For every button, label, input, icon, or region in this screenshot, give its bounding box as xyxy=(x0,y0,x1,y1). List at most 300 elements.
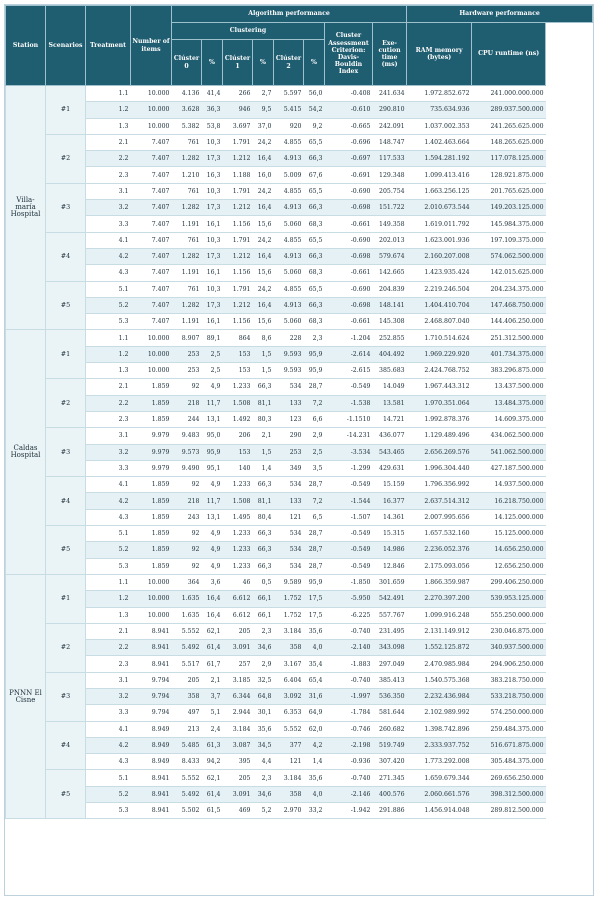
table-row xyxy=(6,232,593,248)
cluster-2-pct-cell: 35,4 xyxy=(304,656,325,672)
cluster-2-pct-cell: 95,9 xyxy=(304,346,325,362)
cluster-1-cell: 1.791 xyxy=(223,232,253,248)
number-of-items-cell: 10.000 xyxy=(131,346,172,362)
cluster-0-cell: 5.485 xyxy=(172,737,202,753)
number-of-items-cell: 8.941 xyxy=(131,656,172,672)
cluster-0-cell: 5.517 xyxy=(172,656,202,672)
cpu-runtime-cell: 147.468.750.000 xyxy=(472,297,546,313)
cpu-runtime-cell: 251.312.500.000 xyxy=(472,330,546,346)
execution-time-cell: 205.754 xyxy=(373,183,407,199)
cluster-0-pct-cell: 4,9 xyxy=(202,379,223,395)
execution-time-cell: 13.581 xyxy=(373,395,407,411)
cpu-runtime-cell: 201.765.625.000 xyxy=(472,183,546,199)
cluster-0-pct-cell: 62,1 xyxy=(202,770,223,786)
davis-bouldin-index-cell: -0.698 xyxy=(325,248,373,264)
davis-bouldin-index-cell: -1.204 xyxy=(325,330,373,346)
cluster-0-pct-cell: 95,9 xyxy=(202,444,223,460)
cluster-1-pct-cell: 81,1 xyxy=(253,493,274,509)
station-name: PNNN El Cisne xyxy=(6,574,46,818)
treatment-cell: 5.1 xyxy=(86,770,131,786)
treatment-cell: 4.1 xyxy=(86,477,131,493)
davis-bouldin-index-cell: -0.690 xyxy=(325,232,373,248)
cpu-runtime-cell: 142.015.625.000 xyxy=(472,265,546,281)
number-of-items-cell: 1.859 xyxy=(131,379,172,395)
cpu-runtime-cell: 294.906.250.000 xyxy=(472,656,546,672)
cluster-0-pct-cell: 17,3 xyxy=(202,297,223,313)
table-row xyxy=(6,558,593,574)
cluster-1-cell: 395 xyxy=(223,754,253,770)
cluster-2-cell: 5.009 xyxy=(274,167,304,183)
davis-bouldin-index-cell: -0.696 xyxy=(325,134,373,150)
cluster-2-pct-cell: 28,7 xyxy=(304,542,325,558)
ram-memory-cell: 1.594.281.192 xyxy=(407,151,472,167)
cluster-2-pct-cell: 7,2 xyxy=(304,395,325,411)
execution-time-cell: 242.091 xyxy=(373,118,407,134)
table-row xyxy=(6,102,593,118)
table-row xyxy=(6,493,593,509)
ram-memory-cell: 1.996.304.440 xyxy=(407,460,472,476)
execution-time-cell: 343.098 xyxy=(373,640,407,656)
execution-time-cell: 557.767 xyxy=(373,607,407,623)
cluster-2-cell: 1.752 xyxy=(274,591,304,607)
treatment-cell: 5.3 xyxy=(86,314,131,330)
table-row xyxy=(6,86,593,102)
table-row xyxy=(6,428,593,444)
header-station: Station xyxy=(6,6,46,86)
cluster-1-cell: 1.212 xyxy=(223,297,253,313)
cluster-0-pct-cell: 17,3 xyxy=(202,248,223,264)
cluster-2-pct-cell: 65,5 xyxy=(304,232,325,248)
treatment-cell: 1.2 xyxy=(86,591,131,607)
cluster-2-cell: 4.855 xyxy=(274,183,304,199)
cluster-1-pct-cell: 34,6 xyxy=(253,640,274,656)
cpu-runtime-cell: 144.406.250.000 xyxy=(472,314,546,330)
execution-time-cell: 148.141 xyxy=(373,297,407,313)
table-row xyxy=(6,297,593,313)
cluster-2-pct-cell: 2,3 xyxy=(304,330,325,346)
cluster-0-pct-cell: 11,7 xyxy=(202,395,223,411)
cluster-1-cell: 469 xyxy=(223,803,253,819)
cluster-0-pct-cell: 16,4 xyxy=(202,607,223,623)
table-row xyxy=(6,672,593,688)
treatment-cell: 1.3 xyxy=(86,363,131,379)
treatment-cell: 3.3 xyxy=(86,460,131,476)
cluster-2-cell: 290 xyxy=(274,428,304,444)
number-of-items-cell: 8.941 xyxy=(131,786,172,802)
cpu-runtime-cell: 148.265.625.000 xyxy=(472,134,546,150)
scenario-label: #2 xyxy=(46,379,86,428)
header-cpu-runtime: CPU runtime (ns) xyxy=(472,23,546,86)
davis-bouldin-index-cell: -0.661 xyxy=(325,216,373,232)
treatment-cell: 5.2 xyxy=(86,786,131,802)
cluster-1-pct-cell: 2,7 xyxy=(253,86,274,102)
ram-memory-cell: 1.402.463.664 xyxy=(407,134,472,150)
cluster-1-pct-cell: 16,0 xyxy=(253,167,274,183)
cluster-2-pct-cell: 64,9 xyxy=(304,705,325,721)
cluster-1-pct-cell: 8,6 xyxy=(253,330,274,346)
cluster-2-pct-cell: 4,0 xyxy=(304,640,325,656)
cluster-1-pct-cell: 30,1 xyxy=(253,705,274,721)
number-of-items-cell: 1.859 xyxy=(131,493,172,509)
ram-memory-cell: 1.773.292.008 xyxy=(407,754,472,770)
cluster-1-cell: 1.492 xyxy=(223,411,253,427)
ram-memory-cell: 2.333.937.752 xyxy=(407,737,472,753)
scenario-label: #3 xyxy=(46,183,86,232)
cluster-1-pct-cell: 1,5 xyxy=(253,444,274,460)
treatment-cell: 4.3 xyxy=(86,509,131,525)
cluster-2-cell: 3.184 xyxy=(274,623,304,639)
cluster-2-cell: 4.855 xyxy=(274,281,304,297)
cluster-2-cell: 3.092 xyxy=(274,688,304,704)
cluster-1-cell: 1.156 xyxy=(223,265,253,281)
cpu-runtime-cell: 14.656.250.000 xyxy=(472,542,546,558)
davis-bouldin-index-cell: -1.850 xyxy=(325,574,373,590)
cluster-2-cell: 4.913 xyxy=(274,248,304,264)
cpu-runtime-cell: 574.250.000.000 xyxy=(472,705,546,721)
ram-memory-cell: 2.131.149.912 xyxy=(407,623,472,639)
cluster-0-cell: 761 xyxy=(172,281,202,297)
cluster-0-pct-cell: 61,4 xyxy=(202,786,223,802)
number-of-items-cell: 1.859 xyxy=(131,509,172,525)
table-row xyxy=(6,134,593,150)
cluster-1-pct-cell: 16,4 xyxy=(253,297,274,313)
cluster-2-cell: 534 xyxy=(274,477,304,493)
treatment-cell: 2.2 xyxy=(86,151,131,167)
cpu-runtime-cell: 340.937.500.000 xyxy=(472,640,546,656)
execution-time-cell: 307.420 xyxy=(373,754,407,770)
cluster-0-cell: 9.483 xyxy=(172,428,202,444)
treatment-cell: 2.2 xyxy=(86,395,131,411)
table-row xyxy=(6,444,593,460)
davis-bouldin-index-cell: -0.740 xyxy=(325,672,373,688)
header-cluster-1-pct: % xyxy=(253,40,274,86)
cluster-2-cell: 4.913 xyxy=(274,200,304,216)
cluster-0-pct-cell: 11,7 xyxy=(202,493,223,509)
cluster-2-pct-cell: 28,7 xyxy=(304,558,325,574)
cluster-0-pct-cell: 2,5 xyxy=(202,363,223,379)
ram-memory-cell: 1.099.916.248 xyxy=(407,607,472,623)
treatment-cell: 2.3 xyxy=(86,411,131,427)
cluster-0-pct-cell: 61,5 xyxy=(202,803,223,819)
cluster-1-cell: 1.495 xyxy=(223,509,253,525)
table-row xyxy=(6,314,593,330)
cpu-runtime-cell: 241.265.625.000 xyxy=(472,118,546,134)
number-of-items-cell: 8.941 xyxy=(131,640,172,656)
table-row xyxy=(6,591,593,607)
treatment-cell: 4.3 xyxy=(86,265,131,281)
cluster-0-pct-cell: 61,4 xyxy=(202,640,223,656)
cluster-1-pct-cell: 1,4 xyxy=(253,460,274,476)
cluster-1-cell: 3.087 xyxy=(223,737,253,753)
execution-time-cell: 297.049 xyxy=(373,656,407,672)
cluster-1-cell: 1.156 xyxy=(223,216,253,232)
cluster-2-pct-cell: 66,3 xyxy=(304,200,325,216)
cluster-0-cell: 253 xyxy=(172,346,202,362)
cluster-2-pct-cell: 9,2 xyxy=(304,118,325,134)
execution-time-cell: 15.315 xyxy=(373,526,407,542)
cluster-0-pct-cell: 17,3 xyxy=(202,200,223,216)
cluster-0-cell: 1.282 xyxy=(172,151,202,167)
davis-bouldin-index-cell: -2.614 xyxy=(325,346,373,362)
cluster-0-cell: 92 xyxy=(172,542,202,558)
table-row xyxy=(6,395,593,411)
cluster-0-pct-cell: 4,9 xyxy=(202,526,223,542)
table-row xyxy=(6,379,593,395)
execution-time-cell: 429.631 xyxy=(373,460,407,476)
cluster-1-pct-cell: 16,4 xyxy=(253,200,274,216)
execution-time-cell: 151.722 xyxy=(373,200,407,216)
cluster-0-pct-cell: 36,3 xyxy=(202,102,223,118)
cluster-1-cell: 1.791 xyxy=(223,281,253,297)
table-row xyxy=(6,737,593,753)
ram-memory-cell: 1.540.575.368 xyxy=(407,672,472,688)
cluster-2-cell: 4.913 xyxy=(274,151,304,167)
execution-time-cell: 14.986 xyxy=(373,542,407,558)
treatment-cell: 3.3 xyxy=(86,216,131,232)
cpu-runtime-cell: 533.218.750.000 xyxy=(472,688,546,704)
number-of-items-cell: 9.794 xyxy=(131,688,172,704)
davis-bouldin-index-cell: -0.665 xyxy=(325,118,373,134)
number-of-items-cell: 10.000 xyxy=(131,591,172,607)
cpu-runtime-cell: 204.234.375.000 xyxy=(472,281,546,297)
number-of-items-cell: 9.979 xyxy=(131,444,172,460)
number-of-items-cell: 7.407 xyxy=(131,200,172,216)
execution-time-cell: 260.682 xyxy=(373,721,407,737)
cluster-1-cell: 1.156 xyxy=(223,314,253,330)
cluster-1-pct-cell: 66,3 xyxy=(253,526,274,542)
davis-bouldin-index-cell: -2.198 xyxy=(325,737,373,753)
davis-bouldin-index-cell: -1.997 xyxy=(325,688,373,704)
cluster-0-pct-cell: 94,2 xyxy=(202,754,223,770)
cluster-2-cell: 253 xyxy=(274,444,304,460)
cluster-1-pct-cell: 15,6 xyxy=(253,265,274,281)
table-row xyxy=(6,688,593,704)
execution-time-cell: 271.345 xyxy=(373,770,407,786)
cpu-runtime-cell: 230.046.875.000 xyxy=(472,623,546,639)
cluster-2-cell: 1.752 xyxy=(274,607,304,623)
cluster-1-cell: 1.212 xyxy=(223,151,253,167)
execution-time-cell: 385.683 xyxy=(373,363,407,379)
table-row xyxy=(6,363,593,379)
cluster-2-cell: 534 xyxy=(274,526,304,542)
ram-memory-cell: 2.424.768.752 xyxy=(407,363,472,379)
cluster-0-cell: 253 xyxy=(172,363,202,379)
cluster-2-pct-cell: 68,3 xyxy=(304,216,325,232)
cluster-2-cell: 4.855 xyxy=(274,232,304,248)
execution-time-cell: 145.308 xyxy=(373,314,407,330)
cpu-runtime-cell: 305.484.375.000 xyxy=(472,754,546,770)
table-row xyxy=(6,623,593,639)
cluster-2-pct-cell: 28,7 xyxy=(304,526,325,542)
davis-bouldin-index-cell: -2.146 xyxy=(325,786,373,802)
number-of-items-cell: 8.949 xyxy=(131,754,172,770)
cluster-0-cell: 92 xyxy=(172,558,202,574)
execution-time-cell: 291.886 xyxy=(373,803,407,819)
cluster-1-pct-cell: 2,9 xyxy=(253,656,274,672)
davis-bouldin-index-cell: -0.661 xyxy=(325,265,373,281)
cluster-0-pct-cell: 53,8 xyxy=(202,118,223,134)
cluster-2-pct-cell: 56,0 xyxy=(304,86,325,102)
execution-time-cell: 542.491 xyxy=(373,591,407,607)
davis-bouldin-index-cell: -0.698 xyxy=(325,200,373,216)
cluster-2-cell: 534 xyxy=(274,542,304,558)
scenario-label: #3 xyxy=(46,672,86,721)
cluster-0-pct-cell: 4,9 xyxy=(202,542,223,558)
cluster-2-cell: 358 xyxy=(274,786,304,802)
table-row xyxy=(6,167,593,183)
ram-memory-cell: 1.992.878.376 xyxy=(407,411,472,427)
cluster-0-cell: 92 xyxy=(172,477,202,493)
treatment-cell: 2.3 xyxy=(86,167,131,183)
scenario-label: #1 xyxy=(46,574,86,623)
cluster-0-pct-cell: 16,1 xyxy=(202,314,223,330)
cluster-2-pct-cell: 66,3 xyxy=(304,297,325,313)
ram-memory-cell: 2.270.397.200 xyxy=(407,591,472,607)
ram-memory-cell: 1.398.742.896 xyxy=(407,721,472,737)
cpu-runtime-cell: 259.484.375.000 xyxy=(472,721,546,737)
cluster-1-pct-cell: 64,8 xyxy=(253,688,274,704)
treatment-cell: 3.2 xyxy=(86,200,131,216)
ram-memory-cell: 1.659.679.344 xyxy=(407,770,472,786)
treatment-cell: 3.1 xyxy=(86,428,131,444)
cpu-runtime-cell: 289.812.500.000 xyxy=(472,803,546,819)
cluster-1-cell: 153 xyxy=(223,363,253,379)
header-clustering: Clustering xyxy=(172,23,325,40)
cluster-2-pct-cell: 2,9 xyxy=(304,428,325,444)
cluster-2-pct-cell: 66,3 xyxy=(304,151,325,167)
treatment-cell: 4.2 xyxy=(86,248,131,264)
number-of-items-cell: 10.000 xyxy=(131,86,172,102)
cluster-1-pct-cell: 9,5 xyxy=(253,102,274,118)
execution-time-cell: 252.855 xyxy=(373,330,407,346)
cluster-0-cell: 358 xyxy=(172,688,202,704)
cluster-0-pct-cell: 16,1 xyxy=(202,265,223,281)
ram-memory-cell: 1.619.011.792 xyxy=(407,216,472,232)
cluster-2-cell: 4.913 xyxy=(274,297,304,313)
results-table-container xyxy=(4,4,594,896)
cluster-1-cell: 205 xyxy=(223,770,253,786)
number-of-items-cell: 7.407 xyxy=(131,134,172,150)
cluster-2-cell: 920 xyxy=(274,118,304,134)
cluster-2-pct-cell: 2,5 xyxy=(304,444,325,460)
scenario-label: #5 xyxy=(46,281,86,330)
cluster-0-pct-cell: 41,4 xyxy=(202,86,223,102)
cluster-2-pct-cell: 28,7 xyxy=(304,379,325,395)
davis-bouldin-index-cell: -1.544 xyxy=(325,493,373,509)
cluster-1-pct-cell: 1,5 xyxy=(253,363,274,379)
treatment-cell: 4.3 xyxy=(86,754,131,770)
ram-memory-cell: 2.236.052.376 xyxy=(407,542,472,558)
execution-time-cell: 142.665 xyxy=(373,265,407,281)
treatment-cell: 2.3 xyxy=(86,656,131,672)
header-cluster-criterion: Cluster Assessment Criterion: Davis-Bouldin Index xyxy=(325,23,373,86)
cluster-1-cell: 1.791 xyxy=(223,183,253,199)
cluster-0-cell: 5.552 xyxy=(172,623,202,639)
cluster-0-pct-cell: 10,3 xyxy=(202,281,223,297)
cluster-2-cell: 3.167 xyxy=(274,656,304,672)
treatment-cell: 2.2 xyxy=(86,640,131,656)
cluster-0-cell: 1.210 xyxy=(172,167,202,183)
cluster-0-pct-cell: 13,1 xyxy=(202,509,223,525)
treatment-cell: 5.3 xyxy=(86,558,131,574)
ram-memory-cell: 1.623.001.936 xyxy=(407,232,472,248)
davis-bouldin-index-cell: -1.507 xyxy=(325,509,373,525)
cpu-runtime-cell: 516.671.875.000 xyxy=(472,737,546,753)
table-row xyxy=(6,705,593,721)
treatment-cell: 4.1 xyxy=(86,721,131,737)
cluster-0-pct-cell: 95,0 xyxy=(202,428,223,444)
cluster-2-pct-cell: 17,5 xyxy=(304,607,325,623)
table-row xyxy=(6,265,593,281)
cluster-1-cell: 205 xyxy=(223,623,253,639)
table-row xyxy=(6,460,593,476)
table-row xyxy=(6,151,593,167)
cpu-runtime-cell: 539.953.125.000 xyxy=(472,591,546,607)
treatment-cell: 1.2 xyxy=(86,102,131,118)
davis-bouldin-index-cell: -1.538 xyxy=(325,395,373,411)
cluster-0-cell: 364 xyxy=(172,574,202,590)
cluster-2-cell: 358 xyxy=(274,640,304,656)
execution-time-cell: 148.747 xyxy=(373,134,407,150)
cpu-runtime-cell: 383.296.875.000 xyxy=(472,363,546,379)
cluster-0-cell: 1.282 xyxy=(172,248,202,264)
scenario-label: #1 xyxy=(46,86,86,135)
davis-bouldin-index-cell: -2.140 xyxy=(325,640,373,656)
cluster-0-cell: 218 xyxy=(172,493,202,509)
number-of-items-cell: 8.941 xyxy=(131,770,172,786)
cluster-1-cell: 946 xyxy=(223,102,253,118)
ram-memory-cell: 2.470.985.984 xyxy=(407,656,472,672)
cluster-0-pct-cell: 2,5 xyxy=(202,346,223,362)
davis-bouldin-index-cell: -0.549 xyxy=(325,526,373,542)
cluster-1-cell: 3.185 xyxy=(223,672,253,688)
cluster-1-cell: 3.184 xyxy=(223,721,253,737)
davis-bouldin-index-cell: -0.691 xyxy=(325,167,373,183)
cluster-0-pct-cell: 4,9 xyxy=(202,558,223,574)
treatment-cell: 1.1 xyxy=(86,330,131,346)
scenario-label: #4 xyxy=(46,232,86,281)
ram-memory-cell: 2.468.807.040 xyxy=(407,314,472,330)
scenario-label: #2 xyxy=(46,134,86,183)
treatment-cell: 2.1 xyxy=(86,134,131,150)
cluster-2-pct-cell: 67,6 xyxy=(304,167,325,183)
cluster-1-pct-cell: 80,3 xyxy=(253,411,274,427)
cluster-2-pct-cell: 95,9 xyxy=(304,363,325,379)
cpu-runtime-cell: 14.937.500.000 xyxy=(472,477,546,493)
davis-bouldin-index-cell: -0.549 xyxy=(325,477,373,493)
number-of-items-cell: 7.407 xyxy=(131,281,172,297)
ram-memory-cell: 1.404.410.704 xyxy=(407,297,472,313)
cpu-runtime-cell: 574.062.500.000 xyxy=(472,248,546,264)
cluster-0-pct-cell: 95,1 xyxy=(202,460,223,476)
execution-time-cell: 385.413 xyxy=(373,672,407,688)
execution-time-cell: 400.576 xyxy=(373,786,407,802)
ram-memory-cell: 2.656.269.576 xyxy=(407,444,472,460)
cluster-1-cell: 1.188 xyxy=(223,167,253,183)
davis-bouldin-index-cell: -0.610 xyxy=(325,102,373,118)
cluster-2-cell: 5.597 xyxy=(274,86,304,102)
ram-memory-cell: 1.423.935.424 xyxy=(407,265,472,281)
cluster-0-pct-cell: 4,9 xyxy=(202,477,223,493)
cpu-runtime-cell: 269.656.250.000 xyxy=(472,770,546,786)
cluster-0-cell: 5.382 xyxy=(172,118,202,134)
cpu-runtime-cell: 434.062.500.000 xyxy=(472,428,546,444)
table-row xyxy=(6,754,593,770)
cluster-0-cell: 5.492 xyxy=(172,786,202,802)
execution-time-cell: 536.350 xyxy=(373,688,407,704)
cluster-1-pct-cell: 66,1 xyxy=(253,591,274,607)
cluster-1-pct-cell: 32,5 xyxy=(253,672,274,688)
